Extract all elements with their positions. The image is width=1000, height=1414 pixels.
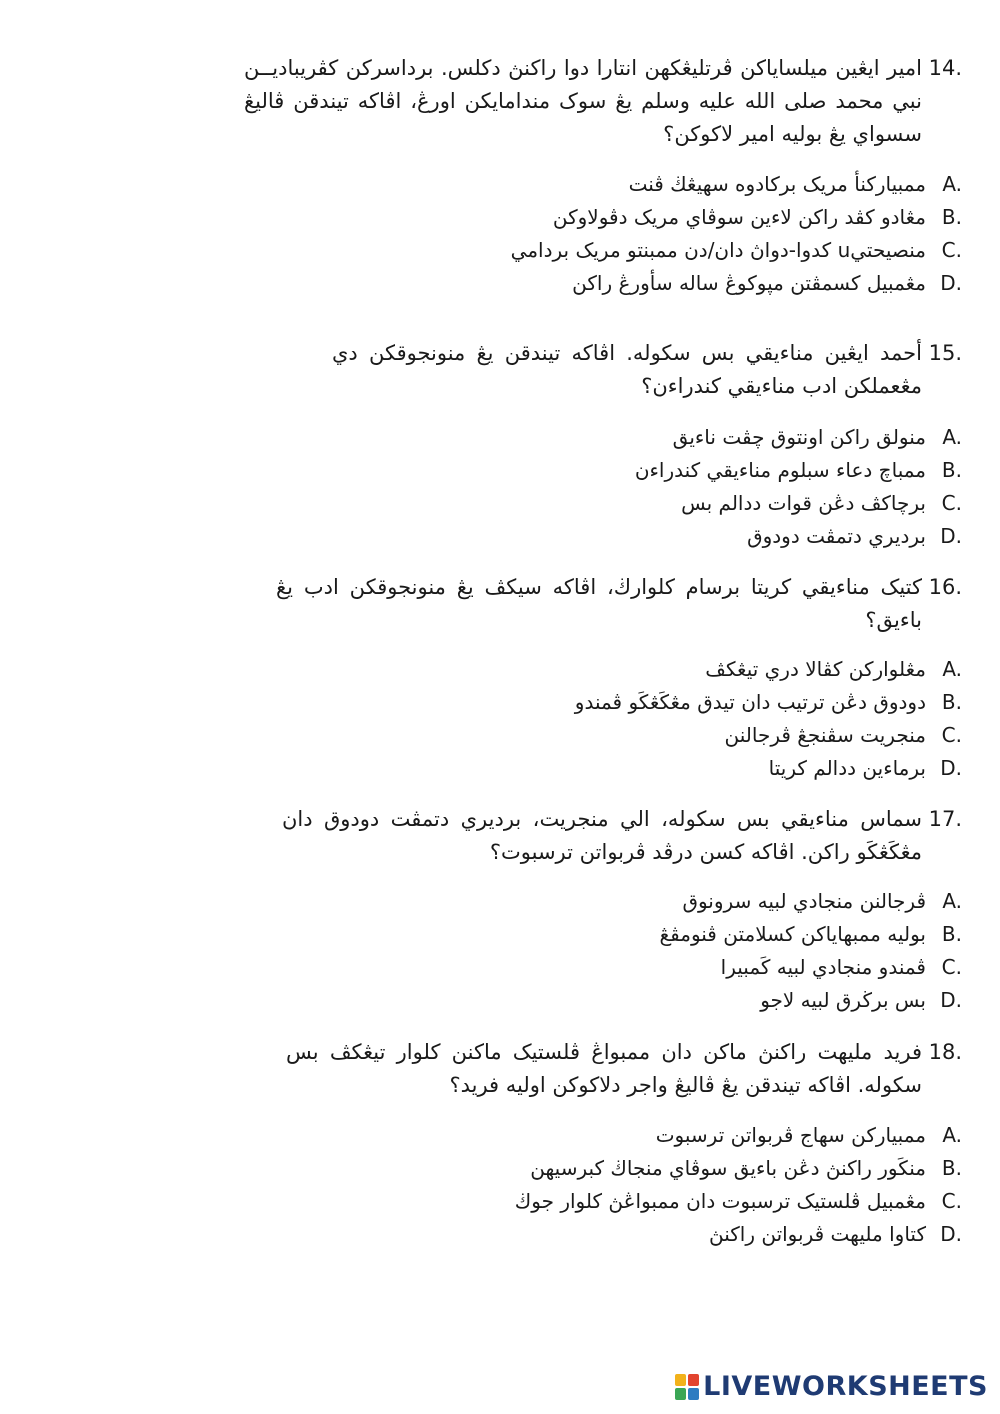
option-c[interactable] — [511, 234, 962, 267]
question-14 — [244, 52, 962, 151]
option-a[interactable] — [659, 885, 962, 918]
question-text: فريد مليهت راکنڽ ماکن دان ممبواڠ ڤلستيک ماکنن کلوار تيڠکڤ بس سکوله. اڤاکه تيندقن يڠ ڤاليڠ واجر دلاکوکن اوليه فريد؟ — [286, 1040, 922, 1097]
option-letter: B. — [941, 1156, 962, 1180]
question-number: 15. — [928, 341, 962, 365]
options-15 — [635, 421, 962, 553]
option-b[interactable] — [515, 1152, 962, 1185]
option-b[interactable] — [575, 686, 962, 719]
option-d[interactable] — [575, 752, 962, 785]
options-18 — [515, 1119, 962, 1251]
option-text: منصيحتيu کدوا-دواڽ دان/دن ممبنتو مريک بردامي — [510, 238, 926, 262]
option-a[interactable] — [635, 421, 962, 454]
option-text: برچاکڤ دڠن قوات ددالم بس — [681, 491, 926, 515]
option-text: ڤمندو منجادي لبيه کَمبيرا — [720, 955, 926, 979]
option-text: منکَور راکنڽ دڠن باءيق سوڤاي منجاڬ کبرسيهن — [530, 1156, 926, 1180]
option-letter: B. — [941, 690, 962, 714]
question-text: سماس مناءيقي بس سکوله، الي منجريت، برديري دتمڤت دودوق دان مڠکَڠکَو راکن. اڤاکه کسن درڤد ڤربواتن ترسبوت؟ — [282, 807, 922, 864]
option-letter: C. — [941, 491, 962, 515]
option-text: برماءين ددالم کريتا — [768, 756, 926, 780]
options-16 — [575, 653, 962, 785]
option-letter: A. — [942, 172, 962, 196]
option-b[interactable] — [635, 454, 962, 487]
option-letter: D. — [940, 756, 962, 780]
option-text: کتاوا مليهت ڤربواتن راکنڽ — [708, 1222, 926, 1246]
option-letter: C. — [941, 238, 962, 262]
question-number: 16. — [928, 575, 962, 599]
question-text: کتيک مناءيقي کريتا برسام کلوارڬ، اڤاکه سيکڤ يڠ منونجوقکن ادب يڠ باءيق؟ — [276, 575, 922, 632]
option-d[interactable] — [659, 984, 962, 1017]
option-letter: A. — [942, 1123, 962, 1147]
option-a[interactable] — [515, 1119, 962, 1152]
option-c[interactable] — [575, 719, 962, 752]
option-text: ممبيارکن سهاج ڤربواتن ترسبوت — [655, 1123, 926, 1147]
option-b[interactable] — [659, 918, 962, 951]
option-letter: A. — [942, 889, 962, 913]
option-c[interactable] — [515, 1185, 962, 1218]
option-text: برديري دتمڤت دودوق — [747, 524, 926, 548]
question-17 — [282, 803, 962, 869]
option-text: منولق راکن اونتوق چڤت ناءيق — [672, 425, 926, 449]
option-d[interactable] — [511, 267, 962, 300]
liveworksheets-logo[interactable] — [675, 1371, 988, 1402]
question-18 — [286, 1036, 962, 1102]
option-letter: B. — [941, 922, 962, 946]
option-text: دودوق دڠن ترتيب دان تيدق مڠکَڠکَو ڤمندو — [574, 690, 926, 714]
option-letter: D. — [940, 988, 962, 1012]
option-letter: B. — [941, 205, 962, 229]
option-a[interactable] — [575, 653, 962, 686]
option-c[interactable] — [659, 951, 962, 984]
options-14 — [511, 168, 962, 300]
option-text: مڠلوارکن کڤالا دري تيڠکڤ — [705, 657, 926, 681]
option-c[interactable] — [635, 487, 962, 520]
question-15 — [332, 337, 962, 403]
option-d[interactable] — [515, 1218, 962, 1251]
question-16 — [276, 571, 962, 637]
options-17 — [659, 885, 962, 1017]
option-text: بس برڬرق لبيه لاجو — [760, 988, 926, 1012]
option-letter: D. — [940, 1222, 962, 1246]
option-a[interactable] — [511, 168, 962, 201]
question-number: 14. — [928, 56, 962, 80]
option-text: مڠمبيل کسمڤتن مپوکوڠ ساله سأورڠ راکن — [572, 271, 926, 295]
option-text: ممبيارکنأ مريک برکادوه سهيڠڬ ڤنت — [628, 172, 926, 196]
option-text: مڠادو کڤد راکن لاءين سوڤاي مريک دڤولاوکن — [552, 205, 926, 229]
liveworksheets-icon — [675, 1374, 699, 1400]
option-letter: C. — [941, 723, 962, 747]
option-letter: C. — [941, 955, 962, 979]
question-text: امير ايڠين ميلساياکن ڤرتليڠکهن انتارا دوا راکنڽ دکلس. برداسرکن کڤريباديــن نبي محمد صلى الله عليه وسلم يڠ سوک مندامايکن اورڠ، اڤاکه تيندقن ڤاليڠ سسواي يڠ بوليه امير لاکوکن؟ — [244, 56, 922, 146]
option-letter: B. — [941, 458, 962, 482]
option-letter: C. — [941, 1189, 962, 1213]
option-d[interactable] — [635, 520, 962, 553]
option-letter: A. — [942, 657, 962, 681]
option-letter: D. — [940, 524, 962, 548]
option-text: ڤرجالنن منجادي لبيه سرونوق — [682, 889, 926, 913]
option-text: مڠمبيل ڤلستيک ترسبوت دان ممبواڠڽ کلوار جوڬ — [514, 1189, 926, 1213]
question-text: أحمد ايڠين مناءيقي بس سکوله. اڤاکه تيندقن يڠ منونجوقکن دي مڠعملکن ادب مناءيقي کندراءن؟ — [332, 341, 922, 398]
option-b[interactable] — [511, 201, 962, 234]
option-text: منجريت سڤنجڠ ڤرجالنن — [724, 723, 926, 747]
brand-text: LIVEWORKSHEETS — [703, 1371, 988, 1402]
option-text: ممباچ دعاء سبلوم مناءيقي کندراءن — [634, 458, 926, 482]
option-letter: A. — [942, 425, 962, 449]
question-number: 17. — [928, 807, 962, 831]
question-number: 18. — [928, 1040, 962, 1064]
option-letter: D. — [940, 271, 962, 295]
option-text: بوليه ممبهاياکن کسلامتن ڤنومڤڠ — [659, 922, 926, 946]
